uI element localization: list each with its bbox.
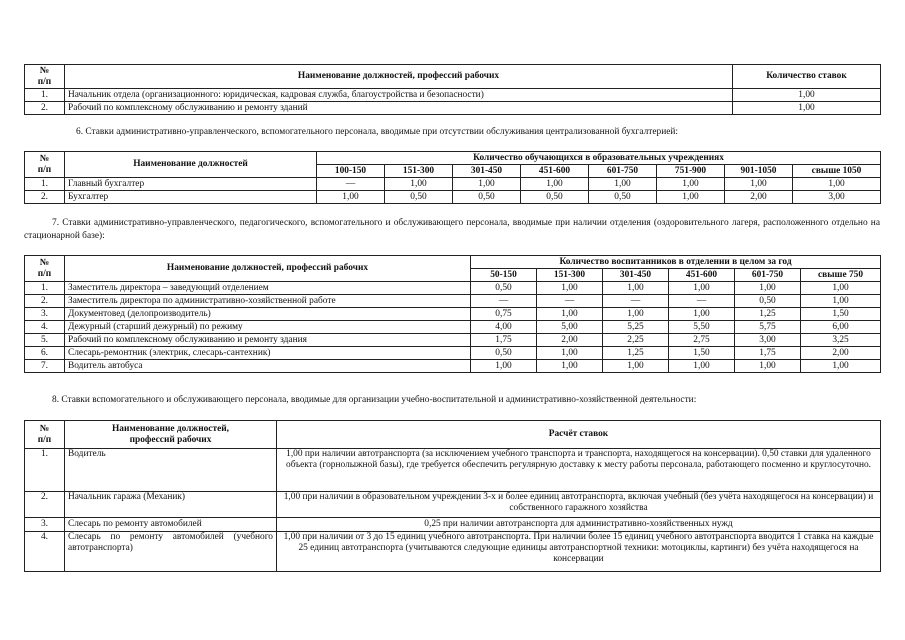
row-position: Дежурный (старший дежурный) по режиму: [65, 321, 471, 334]
table-row: [25, 449, 881, 492]
row-rate: 1,00: [733, 89, 881, 102]
cell-value: —: [317, 178, 385, 191]
row-calculation: 1,00 при наличии от 3 до 15 единиц учебного автотранспорта. При наличии более 15 единиц учебного автотранспорта вводится 1 ставка на каждые 25 единиц автотранспорта (учитываются следующие единицы автотранспортной техники: мотоциклы, картинги) без учёта находящегося на консервации: [277, 532, 881, 572]
cell-value: 2,00: [725, 191, 793, 204]
cell-value: 3,00: [793, 191, 881, 204]
cell-value: 1,00: [657, 191, 725, 204]
cell-value: 1,25: [603, 347, 669, 360]
header-pupils-count: Количество воспитанников в отделении в целом за год: [471, 256, 881, 269]
cell-value: 1,00: [603, 308, 669, 321]
cell-value: 1,00: [603, 282, 669, 295]
row-number: 2.: [25, 102, 65, 115]
table-row: [25, 89, 881, 102]
cell-value: 1,00: [735, 282, 801, 295]
cell-value: 1,00: [725, 178, 793, 191]
cell-value: 3,25: [801, 334, 881, 347]
header-num: № п/п: [25, 421, 65, 449]
table-camp-rates: [24, 255, 881, 373]
row-position: Начальник отдела (организационного: юридическая, кадровая служба, благоустройства и безопасности): [65, 89, 733, 102]
table-accounting-rates: [24, 151, 881, 204]
header-num: № п/п: [25, 65, 65, 89]
cell-value: 1,00: [735, 360, 801, 373]
header-name: Наименование должностей, профессий рабочих: [65, 421, 277, 449]
row-number: 1.: [25, 282, 65, 295]
row-position: Рабочий по комплексному обслуживанию и ремонту здания: [65, 334, 471, 347]
cell-value: 0,50: [735, 295, 801, 308]
column-header: свыше 1050: [793, 165, 881, 178]
column-header: 151-300: [385, 165, 453, 178]
cell-value: 0,50: [589, 191, 657, 204]
table-header-row: [25, 421, 881, 449]
header-name: Наименование должностей: [65, 152, 317, 178]
row-number: 7.: [25, 360, 65, 373]
cell-value: 2,00: [537, 334, 603, 347]
cell-value: 1,50: [669, 347, 735, 360]
column-header: 751-900: [657, 165, 725, 178]
header-calc: Расчёт ставок: [277, 421, 881, 449]
section-6-heading: [24, 126, 880, 139]
cell-value: 1,25: [735, 308, 801, 321]
row-number: 1.: [25, 178, 65, 191]
row-position: Заместитель директора – заведующий отделением: [65, 282, 471, 295]
row-position: Водитель: [65, 449, 277, 492]
cell-value: 3,00: [735, 334, 801, 347]
cell-value: 1,00: [453, 178, 521, 191]
cell-value: 5,00: [537, 321, 603, 334]
cell-value: 1,50: [801, 308, 881, 321]
row-number: 1.: [25, 89, 65, 102]
cell-value: —: [603, 295, 669, 308]
row-number: 2.: [25, 191, 65, 204]
section-7-heading: 7. Ставки административно-управленческого, педагогического, вспомогательного и обслуживающего персонала, вводимые при наличии отделения (оздоровительного лагеря, расположенного отдельно на стационарной базе):: [24, 218, 880, 241]
cell-value: 0,75: [471, 308, 537, 321]
cell-value: 5,75: [735, 321, 801, 334]
table-row: [25, 492, 881, 518]
cell-value: 5,25: [603, 321, 669, 334]
cell-value: 1,00: [471, 360, 537, 373]
column-header: свыше 750: [801, 269, 881, 282]
cell-value: —: [537, 295, 603, 308]
header-rate: Количество ставок: [733, 65, 881, 89]
cell-value: 0,50: [453, 191, 521, 204]
row-position: Слесарь-ремонтник (электрик, слесарь-сантехник): [65, 347, 471, 360]
table-row: [25, 334, 881, 347]
column-header: 301-450: [453, 165, 521, 178]
cell-value: 0,50: [471, 282, 537, 295]
row-position: Слесарь по ремонту автомобилей (учебного автотранспорта): [65, 532, 277, 572]
table-row: [25, 191, 881, 204]
column-header: 601-750: [589, 165, 657, 178]
cell-value: 1,00: [669, 308, 735, 321]
cell-value: —: [669, 295, 735, 308]
cell-value: 1,00: [537, 308, 603, 321]
header-name: Наименование должностей, профессий рабочих: [65, 65, 733, 89]
row-number: 6.: [25, 347, 65, 360]
row-number: 3.: [25, 308, 65, 321]
row-position: Слесарь по ремонту автомобилей: [65, 518, 277, 532]
row-number: 1.: [25, 449, 65, 492]
row-position: Рабочий по комплексному обслуживанию и ремонту зданий: [65, 102, 733, 115]
column-header: 601-750: [735, 269, 801, 282]
row-number: 3.: [25, 518, 65, 532]
table-row: [25, 295, 881, 308]
cell-value: 1,00: [537, 347, 603, 360]
cell-value: 1,00: [669, 282, 735, 295]
cell-value: 1,00: [801, 360, 881, 373]
cell-value: 4,00: [471, 321, 537, 334]
cell-value: 1,00: [385, 178, 453, 191]
column-header: 451-600: [669, 269, 735, 282]
section-8-heading: 8. Ставки вспомогательного и обслуживающего персонала, вводимые для организации учебно-воспитательной и административно-хозяйственной деятельности:: [52, 395, 697, 405]
column-header: 301-450: [603, 269, 669, 282]
row-position: Водитель автобуса: [65, 360, 471, 373]
row-calculation: 0,25 при наличии автотранспорта для административно-хозяйственных нужд: [277, 518, 881, 532]
row-position: Начальник гаража (Механик): [65, 492, 277, 518]
header-num: № п/п: [25, 152, 65, 178]
table-row: [25, 308, 881, 321]
cell-value: 6,00: [801, 321, 881, 334]
table-row: [25, 532, 881, 572]
header-name: Наименование должностей, профессий рабочих: [65, 256, 471, 282]
table-row: [25, 321, 881, 334]
cell-value: 0,50: [385, 191, 453, 204]
table-vehicle-rates: [24, 420, 881, 572]
table-header-row: [25, 65, 881, 89]
column-header: 901-1050: [725, 165, 793, 178]
cell-value: 1,00: [793, 178, 881, 191]
row-calculation: 1,00 при наличии автотранспорта (за исключением учебного транспорта и транспорта, находящегося на консервации). 0,50 ставки для удаленного объекта (горнолыжной базы), где требуется обеспечить регулярную доставку к месту работы персонала, работающего посменно и круглосуточно.: [277, 449, 881, 492]
cell-value: 1,00: [521, 178, 589, 191]
cell-value: 1,75: [735, 347, 801, 360]
cell-value: 2,00: [801, 347, 881, 360]
table-row: [25, 178, 881, 191]
table-row: [25, 518, 881, 532]
row-number: 5.: [25, 334, 65, 347]
section-6-text: 6. Ставки административно-управленческого, вспомогательного персонала, вводимые при отсутствии обслуживания централизованной бухгалтерией:: [76, 127, 679, 137]
table-row: [25, 360, 881, 373]
row-position: Заместитель директора по административно-хозяйственной работе: [65, 295, 471, 308]
cell-value: —: [471, 295, 537, 308]
row-rate: 1,00: [733, 102, 881, 115]
cell-value: 1,00: [317, 191, 385, 204]
row-number: 4.: [25, 321, 65, 334]
column-header: 50-150: [471, 269, 537, 282]
column-header: 151-300: [537, 269, 603, 282]
cell-value: 2,75: [669, 334, 735, 347]
table-row: [25, 102, 881, 115]
cell-value: 1,00: [657, 178, 725, 191]
row-number: 4.: [25, 532, 65, 572]
header-num: № п/п: [25, 256, 65, 282]
cell-value: 1,00: [801, 295, 881, 308]
cell-value: 1,00: [669, 360, 735, 373]
cell-value: 5,50: [669, 321, 735, 334]
cell-value: 1,00: [537, 360, 603, 373]
cell-value: 1,00: [589, 178, 657, 191]
row-position: Документовед (делопроизводитель): [65, 308, 471, 321]
row-calculation: 1,00 при наличии в образовательном учреждении 3-х и более единиц автотранспорта, включая учебный (без учёта находящегося на консервации) и собственного гаражного хозяйства: [277, 492, 881, 518]
header-students-count: Количество обучающихся в образовательных учреждениях: [317, 152, 881, 165]
table-row: [25, 282, 881, 295]
cell-value: 1,00: [603, 360, 669, 373]
cell-value: 0,50: [521, 191, 589, 204]
cell-value: 1,00: [801, 282, 881, 295]
row-position: Главный бухгалтер: [65, 178, 317, 191]
cell-value: 0,50: [471, 347, 537, 360]
row-position: Бухгалтер: [65, 191, 317, 204]
table-staff-positions: [24, 64, 881, 115]
table-row: [25, 347, 881, 360]
cell-value: 1,75: [471, 334, 537, 347]
column-header: 451-600: [521, 165, 589, 178]
cell-value: 2,25: [603, 334, 669, 347]
row-number: 2.: [25, 492, 65, 518]
row-number: 2.: [25, 295, 65, 308]
column-header: 100-150: [317, 165, 385, 178]
cell-value: 1,00: [537, 282, 603, 295]
